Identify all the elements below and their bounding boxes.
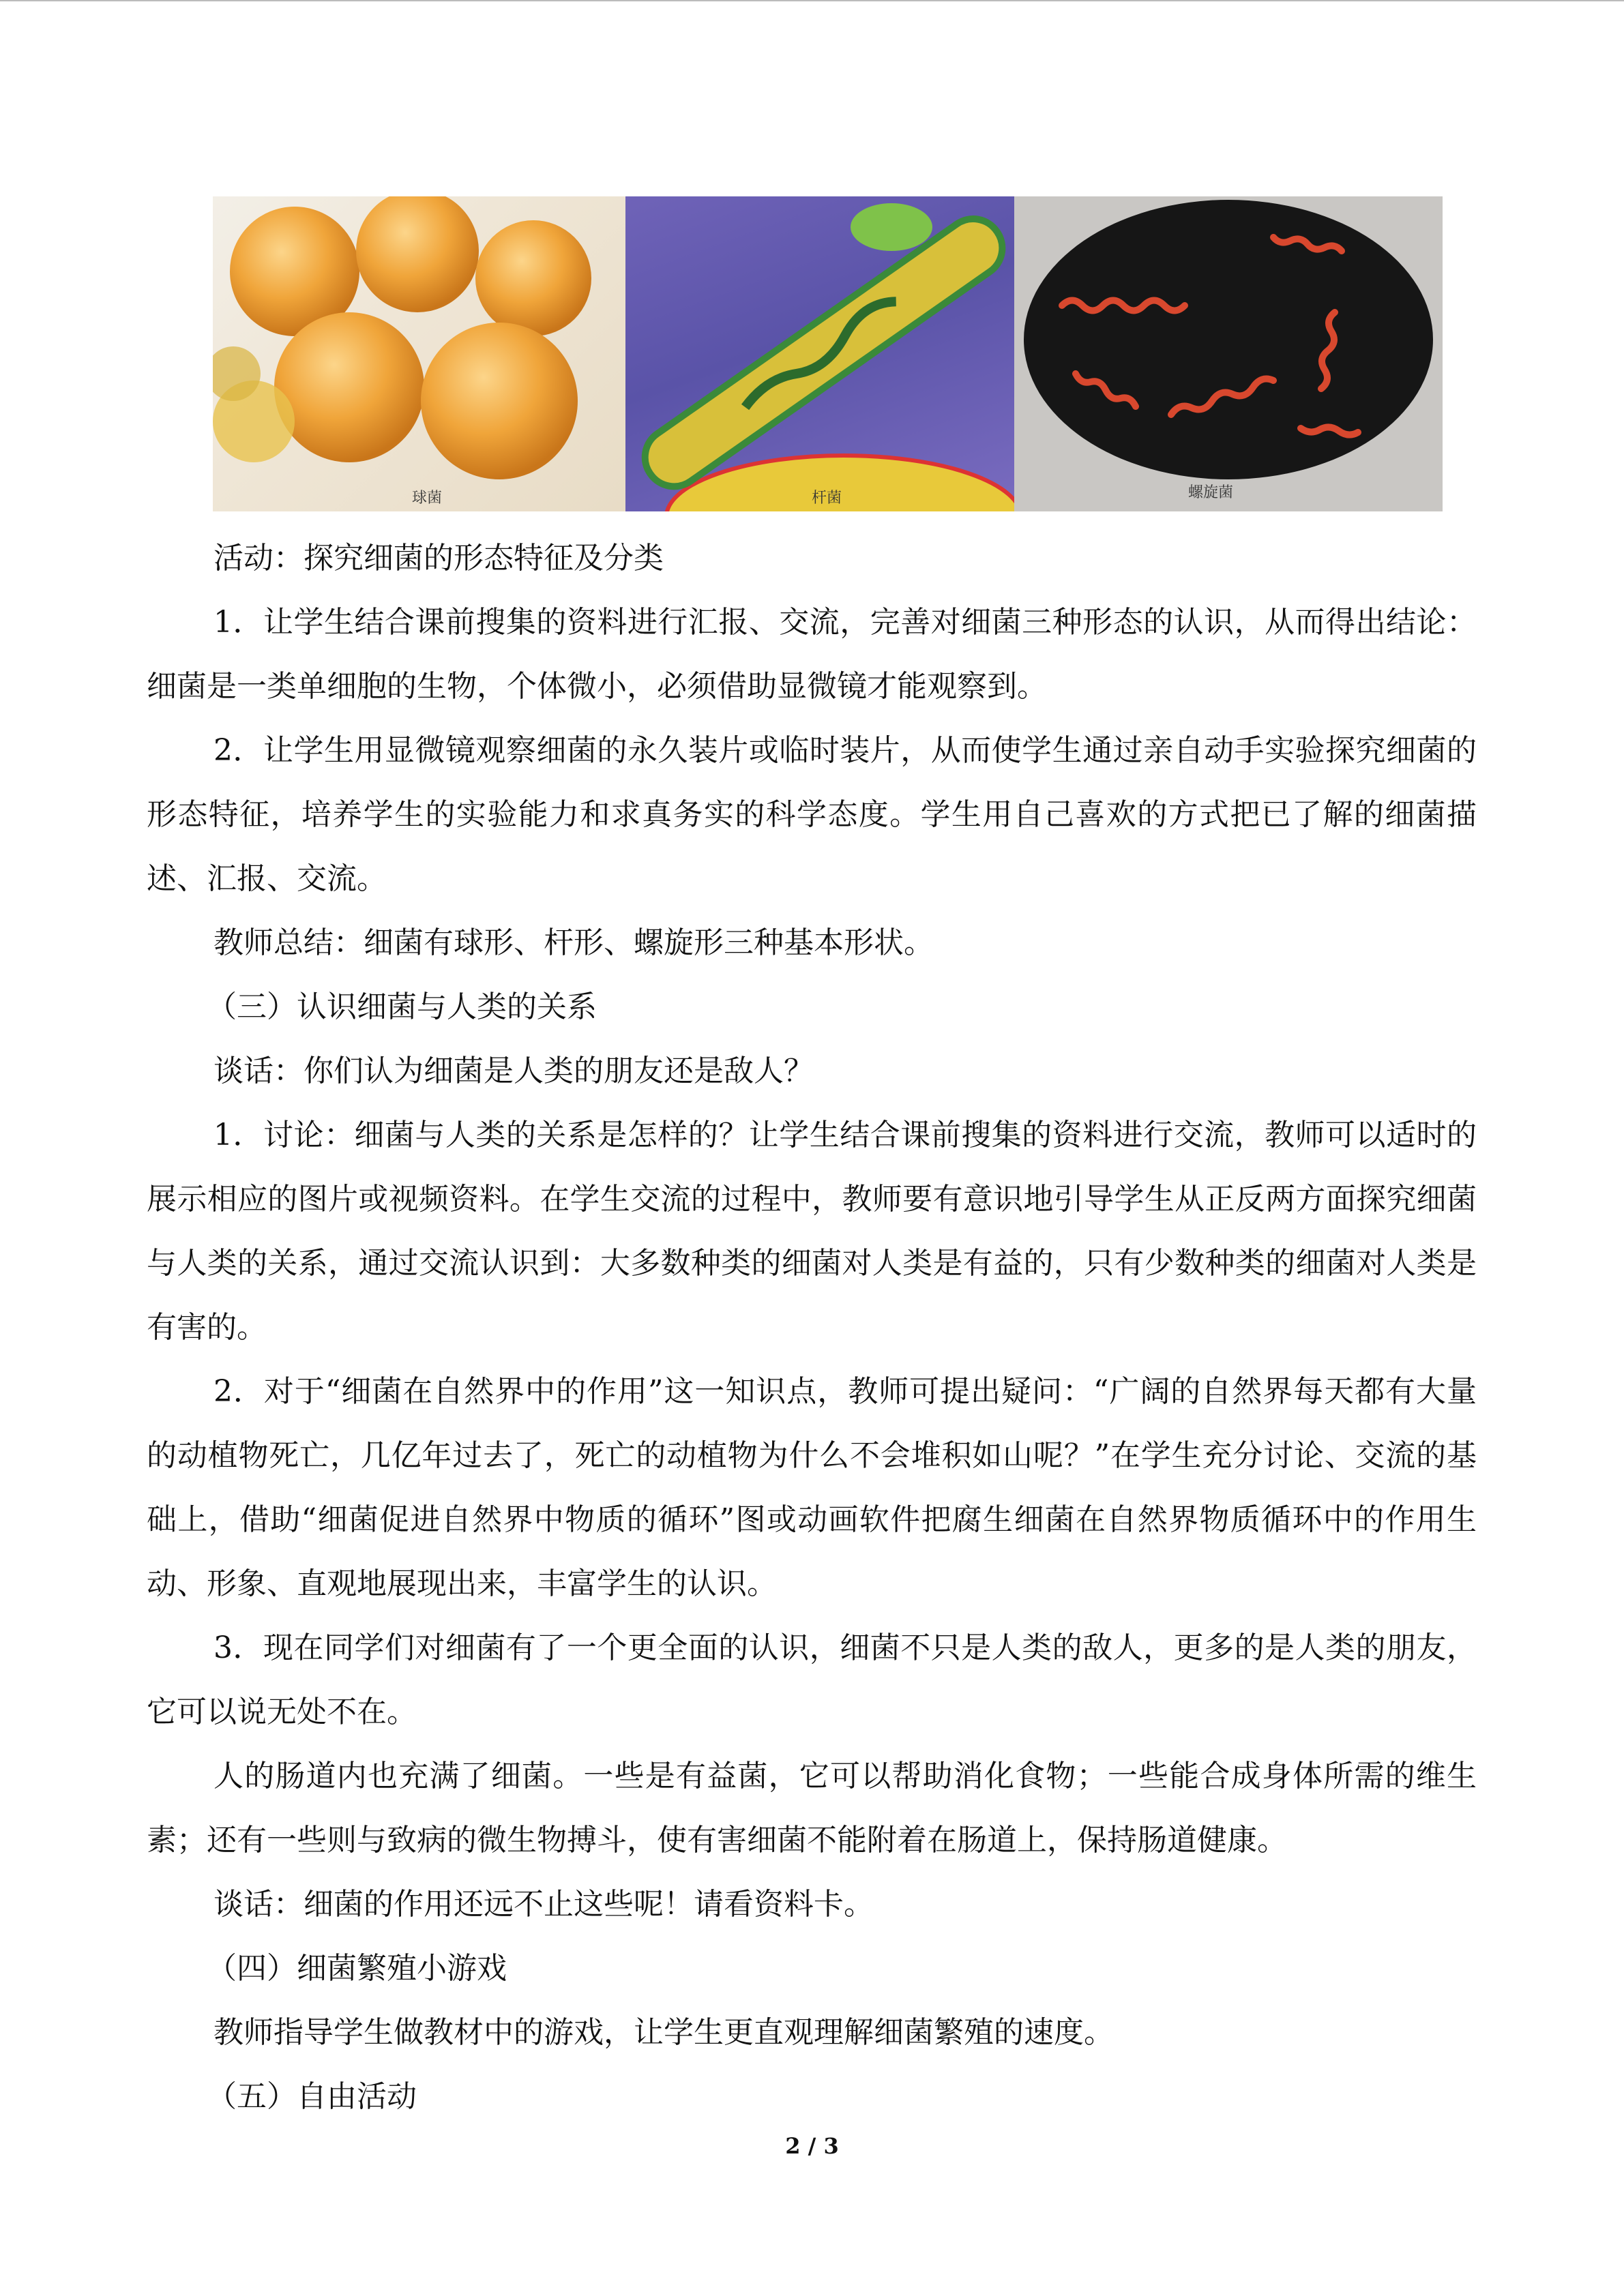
paragraph: 2．对于“细菌在自然界中的作用”这一知识点，教师可提出疑问：“广阔的自然界每天都有大量的动植物死亡，几亿年过去了，死亡的动植物为什么不会堆积如山呢？”在学生充分讨论、交流的基础上，借助“细菌促进自然界中物质的循环”图或动画软件把腐生细菌在自然界物质循环中的作用生动、形象、直观地展现出来，丰富学生的认识。	[147, 1374, 1477, 1601]
document-body	[147, 526, 1477, 2129]
bacillus-bacteria-image	[625, 196, 1014, 511]
paragraph: 谈话：细菌的作用还远不止这些呢！请看资料卡。	[213, 1887, 874, 1922]
page-number: 2 / 3	[785, 2133, 839, 2159]
cocci-caption: 球菌	[412, 490, 443, 507]
spiral-panel	[1014, 196, 1443, 511]
paragraph: 教师总结：细菌有球形、杆形、螺旋形三种基本形状。	[213, 925, 934, 960]
bacillus-panel	[625, 196, 1014, 511]
cocci-panel	[213, 196, 625, 511]
section-heading: （三）认识细菌与人类的关系	[207, 989, 597, 1024]
page-top-border	[0, 0, 1624, 1]
paragraph: 活动：探究细菌的形态特征及分类	[213, 541, 664, 576]
cocci-bacteria-image	[213, 196, 625, 511]
paragraph: 1．讨论：细菌与人类的关系是怎样的？让学生结合课前搜集的资料进行交流，教师可以适时的展示相应的图片或视频资料。在学生交流的过程中，教师要有意识地引导学生从正反两方面探究细菌与人类的关系，通过交流认识到：大多数种类的细菌对人类是有益的，只有少数种类的细菌对人类是有害的。	[147, 1118, 1477, 1345]
spiral-bacteria-image	[1014, 196, 1443, 511]
section-heading: （四）细菌繁殖小游戏	[207, 1951, 507, 1986]
paragraph: 教师指导学生做教材中的游戏，让学生更直观理解细菌繁殖的速度。	[213, 2015, 1114, 2050]
paragraph: 1．让学生结合课前搜集的资料进行汇报、交流，完善对细菌三种形态的认识，从而得出结论：细菌是一类单细胞的生物，个体微小，必须借助显微镜才能观察到。	[147, 605, 1477, 704]
paragraph: 谈话：你们认为细菌是人类的朋友还是敌人？	[213, 1054, 814, 1088]
bacteria-figure	[213, 196, 1443, 511]
spiral-caption: 螺旋菌	[1188, 484, 1234, 501]
section-heading: （五）自由活动	[207, 2079, 417, 2114]
paragraph: 人的肠道内也充满了细菌。一些是有益菌，它可以帮助消化食物；一些能合成身体所需的维生素；还有一些则与致病的微生物搏斗，使有害细菌不能附着在肠道上，保持肠道健康。	[147, 1759, 1477, 1858]
bacillus-caption: 杆菌	[812, 490, 842, 507]
paragraph: 3．现在同学们对细菌有了一个更全面的认识，细菌不只是人类的敌人，更多的是人类的朋友，它可以说无处不在。	[147, 1630, 1477, 1729]
paragraph: 2．让学生用显微镜观察细菌的永久装片或临时装片，从而使学生通过亲自动手实验探究细菌的形态特征，培养学生的实验能力和求真务实的科学态度。学生用自己喜欢的方式把已了解的细菌描述、汇报、交流。	[147, 733, 1477, 896]
